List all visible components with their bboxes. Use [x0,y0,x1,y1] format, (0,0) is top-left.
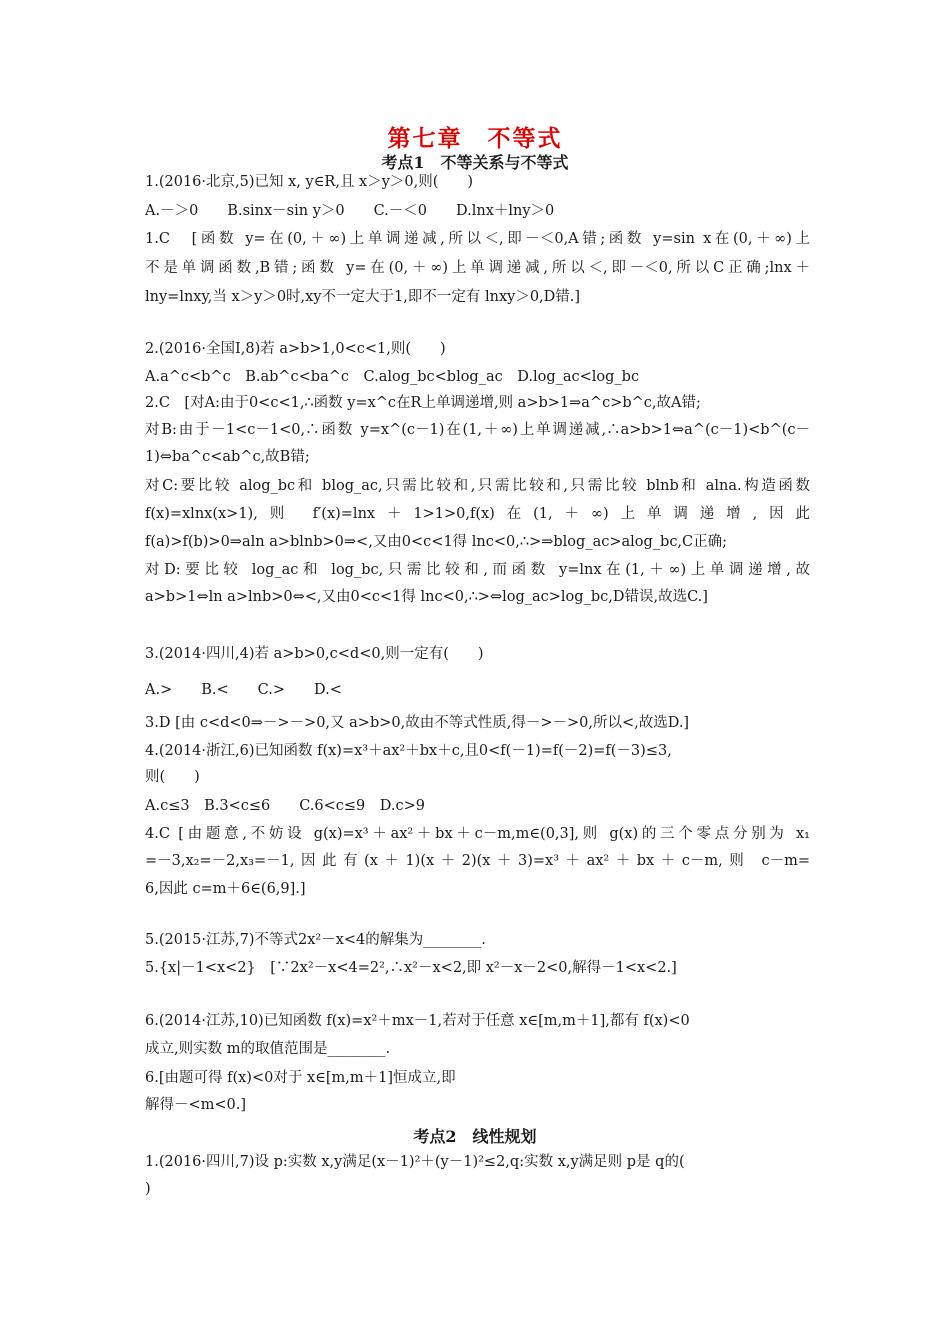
chapter-title: 第七章 不等式 [387,125,563,152]
a2-line-8: a>b>1⇔ln a>lnb>0⇔<,又由0<c<1得 lnc<0,∴>⇔log_ac>log_bc,D错误,故选C.] [145,589,708,605]
q3-options: A.> B.< C.> D.< [145,682,342,698]
a2-line-4: 对C:要比较 alog_bc和 blog_ac,只需比较和,只需比较和,只需比较 blnb和 alna.构造函数 [145,478,810,494]
a2-line-7: 对D:要比较 log_ac和 log_bc,只需比较和,而函数 y=lnx在(1,＋∞)上单调递增,故 [145,562,810,578]
a3-line-1: 3.D [由 c<d<0⇒－>－>0,又 a>b>0,故由不等式性质,得－>－>0,所以<,故选D.] [145,715,690,731]
a1-line-2: 不是单调函数,B错;函数 y=在(0,＋∞)上单调递减,所以＜,即－＜0,所以C正确;lnx＋ [145,260,810,276]
a2-line-2: 对B:由于－1<c－1<0,∴函数 y=x^(c－1)在(1,＋∞)上单调递减,∴a>b>1⇔a^(c－1)<b^(c－ [145,422,810,438]
q1-options: A.－＞0 B.sinx－sin y＞0 C.－＜0 D.lnx＋lny＞0 [145,203,555,219]
q2-stem: 2.(2016·全国Ⅰ,8)若 a>b>1,0<c<1,则( ) [145,341,446,357]
section-heading-1: 考点1 不等关系与不等式 [381,153,569,172]
a5-line-1: 5.{x|－1<x<2} [∵2x²－x<4=2²,∴x²－x<2,即 x²－x－2<0,解得－1<x<2.] [145,960,677,976]
q3-stem: 3.(2014·四川,4)若 a>b>0,c<d<0,则一定有( ) [145,646,484,662]
q6-stem-2: 成立,则实数 m的取值范围是________. [145,1041,391,1057]
a2-line-5: f(x)=xlnx(x>1),则 f′(x)=lnx＋1>1>0,f(x)在(1,＋∞)上单调递增,因此 [145,506,810,522]
q4-stem: 4.(2014·浙江,6)已知函数 f(x)=x³＋ax²＋bx＋c,且0<f(－1)=f(－2)=f(－3)≤3, [145,743,672,759]
a2-line-3: 1)⇔ba^c<ab^c,故B错; [145,449,310,465]
s2-q1-stem: 1.(2016·四川,7)设 p:实数 x,y满足(x－1)²＋(y－1)²≤2,q:实数 x,y满足则 p是 q的( [145,1154,685,1170]
a2-line-6: f(a)>f(b)>0⇒aln a>blnb>0⇒<,又由0<c<1得 lnc<0,∴>⇒blog_ac>alog_bc,C正确; [145,534,728,550]
q4-stem-2: 则( ) [145,769,200,785]
a4-line-2: =－3,x₂=－2,x₃=－1,因此有(x＋1)(x＋2)(x＋3)=x³＋ax²＋bx＋c－m,则 c－m= [145,853,810,869]
a4-line-1: 4.C [由题意,不妨设 g(x)=x³＋ax²＋bx＋c－m,m∈(0,3],则 g(x)的三个零点分别为 x₁ [145,826,810,842]
section-heading-2: 考点2 线性规划 [413,1127,537,1146]
q4-options: A.c≤3 B.3<c≤6 C.6<c≤9 D.c>9 [145,798,425,814]
a4-line-3: 6,因此 c=m＋6∈(6,9].] [145,881,306,897]
a2-line-1: 2.C [对A:由于0<c<1,∴函数 y=x^c在R上单调递增,则 a>b>1⇒a^c>b^c,故A错; [145,395,701,411]
q6-stem: 6.(2014·江苏,10)已知函数 f(x)=x²＋mx－1,若对于任意 x∈[m,m＋1],都有 f(x)<0 [145,1013,690,1029]
q5-stem: 5.(2015·江苏,7)不等式2x²－x<4的解集为________. [145,932,486,948]
a6-line-1: 6.[由题可得 f(x)<0对于 x∈[m,m＋1]恒成立,即 [145,1070,456,1086]
s2-q1-stem-2: ) [145,1181,151,1197]
a1-line-1: 1.C [函数 y=在(0,＋∞)上单调递减,所以＜,即－＜0,A错;函数 y=sin x在(0,＋∞)上 [145,231,810,247]
q1-stem: 1.(2016·北京,5)已知 x, y∈R,且 x＞y＞0,则( ) [145,174,474,190]
a1-line-3: lny=lnxy,当 x＞y＞0时,xy不一定大于1,即不一定有 lnxy＞0,D错.] [145,289,581,305]
a6-line-2: 解得－<m<0.] [145,1097,247,1113]
q2-options: A.a^c<b^c B.ab^c<ba^c C.alog_bc<blog_ac D.log_ac<log_bc [145,369,640,385]
